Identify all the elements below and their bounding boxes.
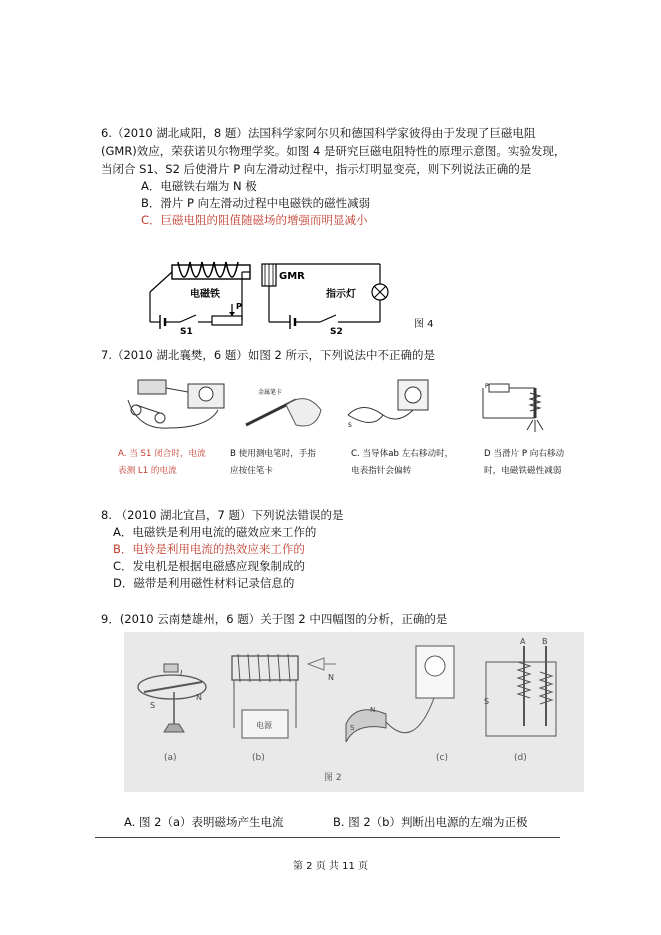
svg-text:N: N — [370, 706, 376, 714]
q7-caption-a-line2: 表测 L1 的电流 — [118, 466, 177, 476]
q6-stem-line3: 当闭合 S1、S2 后使滑片 P 向左滑动过程中，指示灯明显变亮，则下列说法正确的是 — [101, 162, 532, 176]
s1-label: S1 — [180, 327, 193, 337]
fig-d-label: (d) — [514, 753, 527, 763]
q6-stem-line2: (GMR)效应，荣获诺贝尔物理学奖。如图 4 是研究巨磁电阻特性的原理示意图。实验发现， — [101, 144, 566, 158]
q6-circuit-figure — [140, 252, 450, 337]
svg-text:B: B — [542, 637, 548, 646]
svg-text:金属笔卡: 金属笔卡 — [258, 389, 283, 396]
svg-text:N: N — [328, 673, 334, 682]
q9-option-a: A. 图 2（a）表明磁场产生电流 — [124, 815, 284, 829]
q7-caption-c-line2: 电表指针会偏转 — [351, 466, 412, 476]
svg-text:S: S — [350, 724, 355, 732]
electromagnet-label: 电磁铁 — [190, 289, 220, 300]
q7-figure-a — [118, 370, 238, 440]
svg-text:S: S — [150, 701, 156, 710]
power-source-label: 电源 — [256, 721, 272, 730]
figure-4-caption: 图 4 — [414, 319, 434, 330]
q7-stem: 7.（2010 湖北襄樊，6 题）如图 2 所示，下列说法中不正确的是 — [101, 348, 435, 362]
s2-label: S2 — [330, 327, 343, 337]
q9-option-b: B. 图 2（b）判断出电源的左端为正极 — [333, 815, 528, 829]
page-number-footer: 第 2 页 共 11 页 — [293, 861, 368, 872]
lamp-label: 指示灯 — [326, 289, 356, 300]
q7-caption-c-line1: C. 当导体ab 左右移动时， — [351, 449, 454, 459]
q7-caption-b-line1: B 使用测电笔时，手指 — [230, 449, 316, 459]
q6-option-a: A．电磁铁右端为 N 极 — [141, 179, 257, 193]
fig-b-label: (b) — [252, 753, 265, 763]
q6-stem-line1: 6.（2010 湖北咸阳，8 题）法国科学家阿尔贝和德国科学家彼得由于发现了巨磁电阻 — [101, 126, 536, 140]
svg-text:S: S — [484, 697, 490, 706]
figure-2-caption: 图 2 — [324, 773, 342, 783]
q7-caption-a-line1: A. 当 S1 闭合时，电流 — [118, 449, 206, 459]
q8-option-d: D．磁带是利用磁性材料记录信息的 — [113, 576, 295, 590]
svg-text:P: P — [236, 302, 242, 311]
q7-figure-c — [343, 375, 443, 435]
q7-figure-d — [475, 378, 550, 438]
q7-caption-d-line2: 时，电磁铁磁性减弱 — [484, 466, 562, 476]
q9-stem: 9．(2010 云南楚雄州，6 题）关于图 2 中四幅图的分析，正确的是 — [101, 612, 448, 626]
svg-text:I: I — [180, 669, 183, 678]
q7-caption-d-line1: D 当滑片 P 向右移动 — [484, 449, 565, 459]
svg-text:N: N — [196, 693, 202, 702]
svg-text:P: P — [485, 383, 489, 390]
q6-option-c: C．巨磁电阻的阻值随磁场的增强而明显减小 — [141, 213, 368, 227]
q8-option-a: A．电磁铁是利用电流的磁效应来工作的 — [113, 525, 317, 539]
svg-text:A: A — [520, 637, 526, 646]
svg-text:S: S — [348, 422, 352, 429]
q9-figure — [124, 632, 584, 792]
q8-option-b: B．电铃是利用电流的热效应来工作的 — [113, 542, 305, 556]
q8-option-c: C．发电机是根据电磁感应现象制成的 — [113, 559, 306, 573]
q7-caption-b-line2: 应按住笔卡 — [230, 466, 273, 476]
fig-a-label: (a) — [164, 753, 177, 763]
q8-stem: 8. （2010 湖北宜昌，7 题）下列说法错误的是 — [101, 508, 344, 522]
footer-divider — [95, 837, 560, 838]
gmr-label: GMR — [279, 271, 305, 282]
q7-figure-b — [236, 380, 331, 435]
q6-option-b: B．滑片 P 向左滑动过程中电磁铁的磁性减弱 — [141, 196, 371, 210]
fig-c-label: (c) — [436, 753, 448, 763]
